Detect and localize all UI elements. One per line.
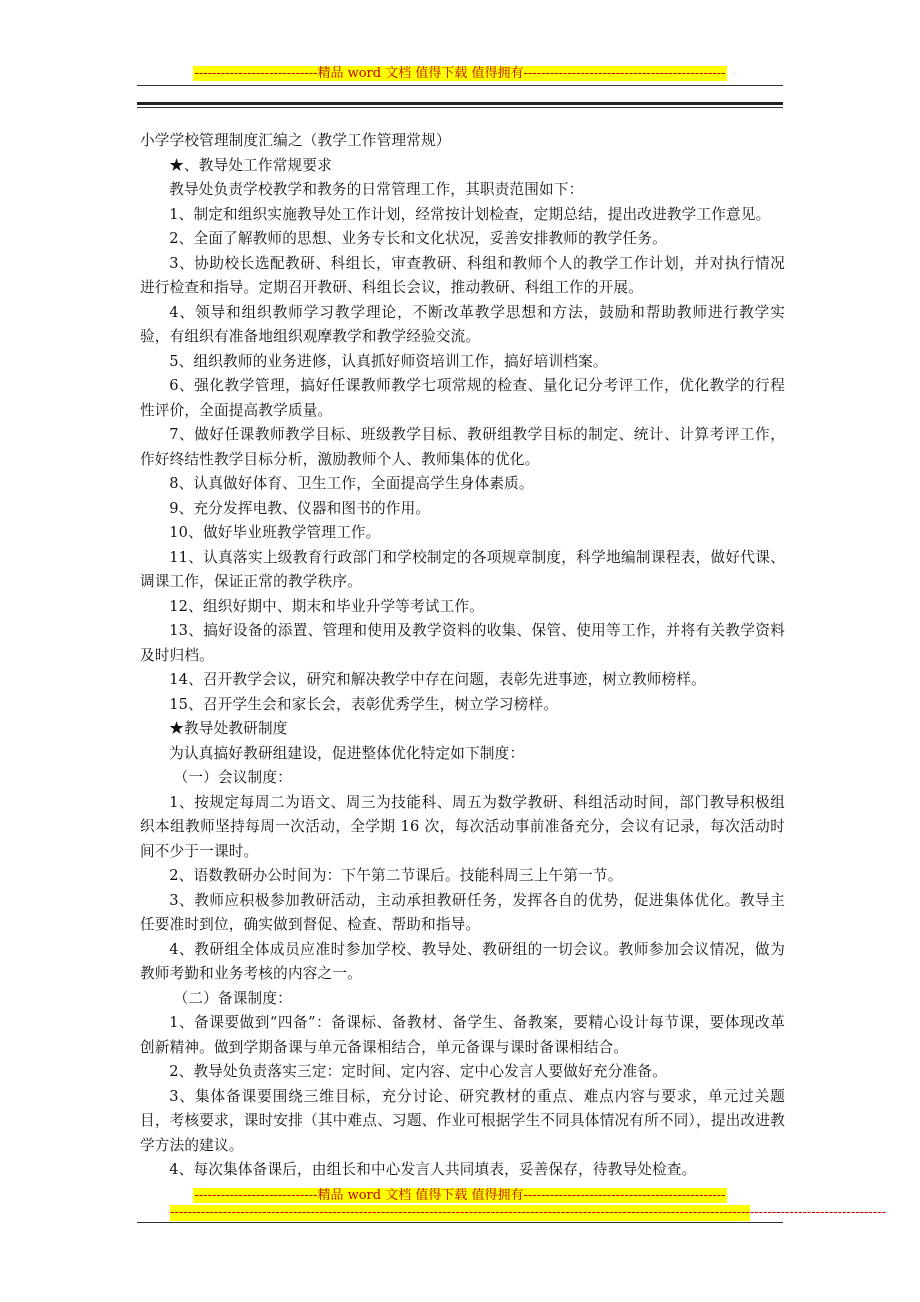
list-item: 3、协助校长选配教研、科组长，审查教研、科组和教师个人的教学工作计划，并对执行情况进行检查和指导。定期召开教研、科组长会议，推动教研、科组工作的开展。 <box>140 254 785 296</box>
list-item: 4、教研组全体成员应准时参加学校、教导处、教研组的一切会议。教师参加会议情况，做为教师考勤和业务考核的内容之一。 <box>140 940 785 982</box>
list-item: 4、每次集体备课后，由组长和中心发言人共同填表，妥善保存，待教导处检查。 <box>169 1161 697 1178</box>
section1-intro: 教导处负责学校教学和教务的日常管理工作，其职责范围如下： <box>169 181 584 198</box>
section2-intro: 为认真搞好教研组建设，促进整体优化特定如下制度： <box>169 744 525 762</box>
list-item: 12、组织好期中、期末和毕业升学等考试工作。 <box>169 597 485 615</box>
list-item: 3、教师应积极参加教研活动，主动承担教研任务，发挥各自的优势，促进集体优化。教导主任要准时到位，确实做到督促、检查、帮助和指导。 <box>140 891 785 933</box>
list-item: 8、认真做好体育、卫生工作，全面提高学生身体素质。 <box>169 475 534 492</box>
list-item: 9、充分发挥电教、仪器和图书的作用。 <box>169 499 431 517</box>
document-title: 小学学校管理制度汇编之（教学工作管理常规） <box>140 132 451 149</box>
subsection2-heading: （二）备课制度： <box>173 989 292 1007</box>
list-item: 13、搞好设备的添置、管理和使用及教学资料的收集、保管、使用等工作，并将有关教学资料及时归档。 <box>140 622 785 664</box>
list-item: 2、语数教研办公时间为：下午第二节课后。技能科周三上午第一节。 <box>169 867 623 884</box>
document-body <box>140 129 785 1183</box>
header-rule-thin <box>137 85 783 86</box>
list-item: 1、备课要做到“四备”：备课标、备教材、备学生、备教案，要精心设计每节课，要体现改革创新精神。做到学期备课与单元备课相结合，单元备课与课时备课相结合。 <box>140 1014 785 1056</box>
header-rule-thin-lower <box>137 107 783 108</box>
section2-heading: ★教导处教研制度 <box>169 720 288 737</box>
list-item: 14、召开教学会议，研究和解决教学中存在问题，表彰先进事迹，树立教师榜样。 <box>169 671 706 688</box>
list-item: 6、强化教学管理，搞好任课教师教学七项常规的检查、量化记分考评工作，优化教学的行程性评价，全面提高教学质量。 <box>140 377 785 419</box>
section1-heading: ★、教导处工作常规要求 <box>169 156 332 174</box>
list-item: 10、做好毕业班教学管理工作。 <box>169 524 381 541</box>
list-item: 15、召开学生会和家长会，表彰优秀学生，树立学习榜样。 <box>169 695 559 713</box>
footer-rule <box>137 1222 783 1223</box>
list-item: 1、制定和组织实施教导处工作计划，经常按计划检查，定期总结，提出改进教学工作意见。 <box>169 205 771 223</box>
header-banner <box>0 66 920 82</box>
list-item: 3、集体备课要围绕三维目标，充分讨论、研究教材的重点、难点内容与要求，单元过关题目，考核要求，课时安排（其中难点、习题、作业可根据学生不同具体情况有所不同），提出改进教学方法的建议。 <box>140 1087 785 1154</box>
list-item: 2、教导处负责落实三定：定时间、定内容、定中心发言人要做好充分准备。 <box>169 1063 667 1080</box>
header-banner-text: ----------------------------精品 word 文档 值得下载 值得拥有---------------------------------------------- <box>194 66 726 81</box>
footer-dash-line: ------------------------------------------------------------------------------------------------------------------------------------------------------------------- <box>170 1205 886 1220</box>
footer-banner <box>0 1188 920 1204</box>
list-item: 4、领导和组织教师学习教学理论，不断改革教学思想和方法，鼓励和帮助教师进行教学实验，有组织有准备地组织观摩教学和教学经验交流。 <box>140 303 785 345</box>
subsection1-heading: （一）会议制度： <box>173 769 292 786</box>
list-item: 11、认真落实上级教育行政部门和学校制定的各项规章制度，科学地编制课程表，做好代课、调课工作，保证正常的教学秩序。 <box>140 548 785 590</box>
header-rule-thick <box>137 102 783 105</box>
list-item: 1、按规定每周二为语文、周三为技能科、周五为数学教研、科组活动时间，部门教导积极组织本组教师坚持每周一次活动，全学期 16 次，每次活动事前准备充分，会议有记录，每次活动时间不少于一课时。 <box>140 793 785 860</box>
list-item: 5、组织教师的业务进修，认真抓好师资培训工作，搞好培训档案。 <box>169 352 608 370</box>
list-item: 7、做好任课教师教学目标、班级教学目标、教研组教学目标的制定、统计、计算考评工作，作好终结性教学目标分析，激励教师个人、教师集体的优化。 <box>140 426 785 468</box>
list-item: 2、全面了解教师的思想、业务专长和文化状况，妥善安排教师的教学任务。 <box>169 230 667 247</box>
footer-banner-text: ----------------------------精品 word 文档 值得下载 值得拥有---------------------------------------------- <box>194 1188 726 1203</box>
